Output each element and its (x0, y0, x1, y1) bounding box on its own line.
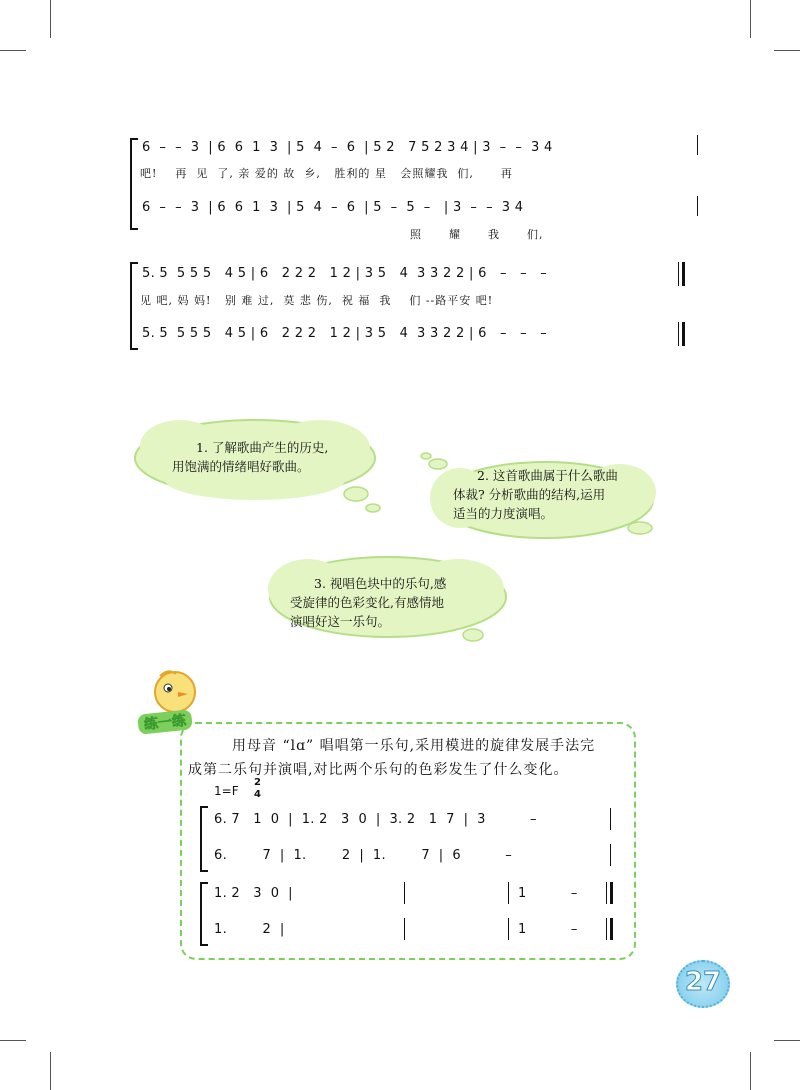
chick-mascot-icon (150, 664, 200, 714)
crop-mark (774, 1040, 800, 1041)
barline (697, 135, 698, 155)
final-barline (606, 918, 607, 940)
crop-mark (0, 1040, 26, 1041)
cloud-1-text: 1. 了解歌曲产生的历史, 用饱满的情绪唱好歌曲。 (172, 440, 329, 474)
lyrics-row-1: 吧! 再 见 了, 亲 爱的 故 乡, 胜利的 星 会照耀我 们, 再 (140, 167, 513, 180)
practice-badge: 练一练 (137, 709, 193, 735)
score-row-3: 5. 5 5 5 5 4 5 | 6 2 2 2 1 2 | 3 5 4 3 3 2 2 | 6 – – – (142, 266, 548, 281)
barline (610, 844, 611, 866)
crop-mark (774, 50, 800, 51)
score-brace (130, 138, 138, 230)
practice-staff2-bottom: 1. 2 | (214, 922, 285, 937)
practice-staff2-top: 1. 2 3 0 | (214, 886, 293, 901)
barline (404, 882, 405, 904)
practice-staff1-bottom: 6. 7 | 1. 2 | 1. 7 | 6 – (214, 848, 513, 863)
page-number: 27 (684, 967, 722, 997)
practice-staff2-top-end: 1 – (518, 886, 578, 901)
barline (508, 882, 509, 904)
score-row-2: 6 – – 3 | 6 6 1 3 | 5 4 – 6 | 5 – 5 – | 3 – – 3 4 (142, 200, 524, 215)
thought-bubble-dots (620, 518, 660, 538)
score-brace (130, 262, 138, 350)
cloud-3-text: 3. 视唱色块中的乐句,感 受旋律的色彩变化,有感情地 演唱好这一乐句。 (290, 576, 447, 629)
cloud-2-text: 2. 这首歌曲属于什么歌曲 体裁? 分析歌曲的结构,运用 适当的力度演唱。 (453, 468, 618, 521)
practice-instruction: 用母音 “lɑ” 唱唱第一乐句,采用模进的旋律发展手法完 成第二乐句并演唱,对比两个乐句的色彩发生了什么变化。 (188, 738, 596, 778)
crop-mark (50, 0, 51, 38)
crop-mark (750, 0, 751, 38)
crop-mark (0, 50, 26, 51)
lyrics-row-2: 照 耀 我 们, (410, 228, 544, 241)
page-number-badge (676, 960, 730, 1008)
lyrics-row-3: 见 吧, 妈 妈! 别 难 过, 莫 悲 伤, 祝 福 我 们 --路平安 吧! (140, 294, 494, 307)
key-signature: 1=F (214, 784, 239, 798)
practice-staff1-top: 6. 7 1 0 | 1. 2 3 0 | 3. 2 1 7 | 3 – (214, 812, 537, 827)
practice-brace (200, 806, 208, 872)
time-sig-den: 4 (254, 789, 261, 800)
final-barline (678, 262, 679, 286)
final-barline (610, 918, 613, 940)
final-barline (606, 882, 607, 904)
final-barline (610, 882, 613, 904)
barline (508, 918, 509, 940)
final-barline (682, 322, 685, 346)
barline (404, 918, 405, 940)
final-barline (682, 262, 685, 286)
score-row-1: 6 – – 3 | 6 6 1 3 | 5 4 – 6 | 5 2 7 5 2 3 4 | 3 – – 3 4 (142, 140, 553, 155)
barline (610, 808, 611, 830)
time-sig-num: 2 (254, 777, 261, 788)
barline (697, 196, 698, 216)
crop-mark (50, 1052, 51, 1090)
score-row-4: 5. 5 5 5 5 4 5 | 6 2 2 2 1 2 | 3 5 4 3 3 2 2 | 6 – – – (142, 326, 548, 341)
crop-mark (750, 1052, 751, 1090)
practice-brace (200, 882, 208, 946)
practice-staff2-bottom-end: 1 – (518, 922, 578, 937)
final-barline (678, 322, 679, 346)
